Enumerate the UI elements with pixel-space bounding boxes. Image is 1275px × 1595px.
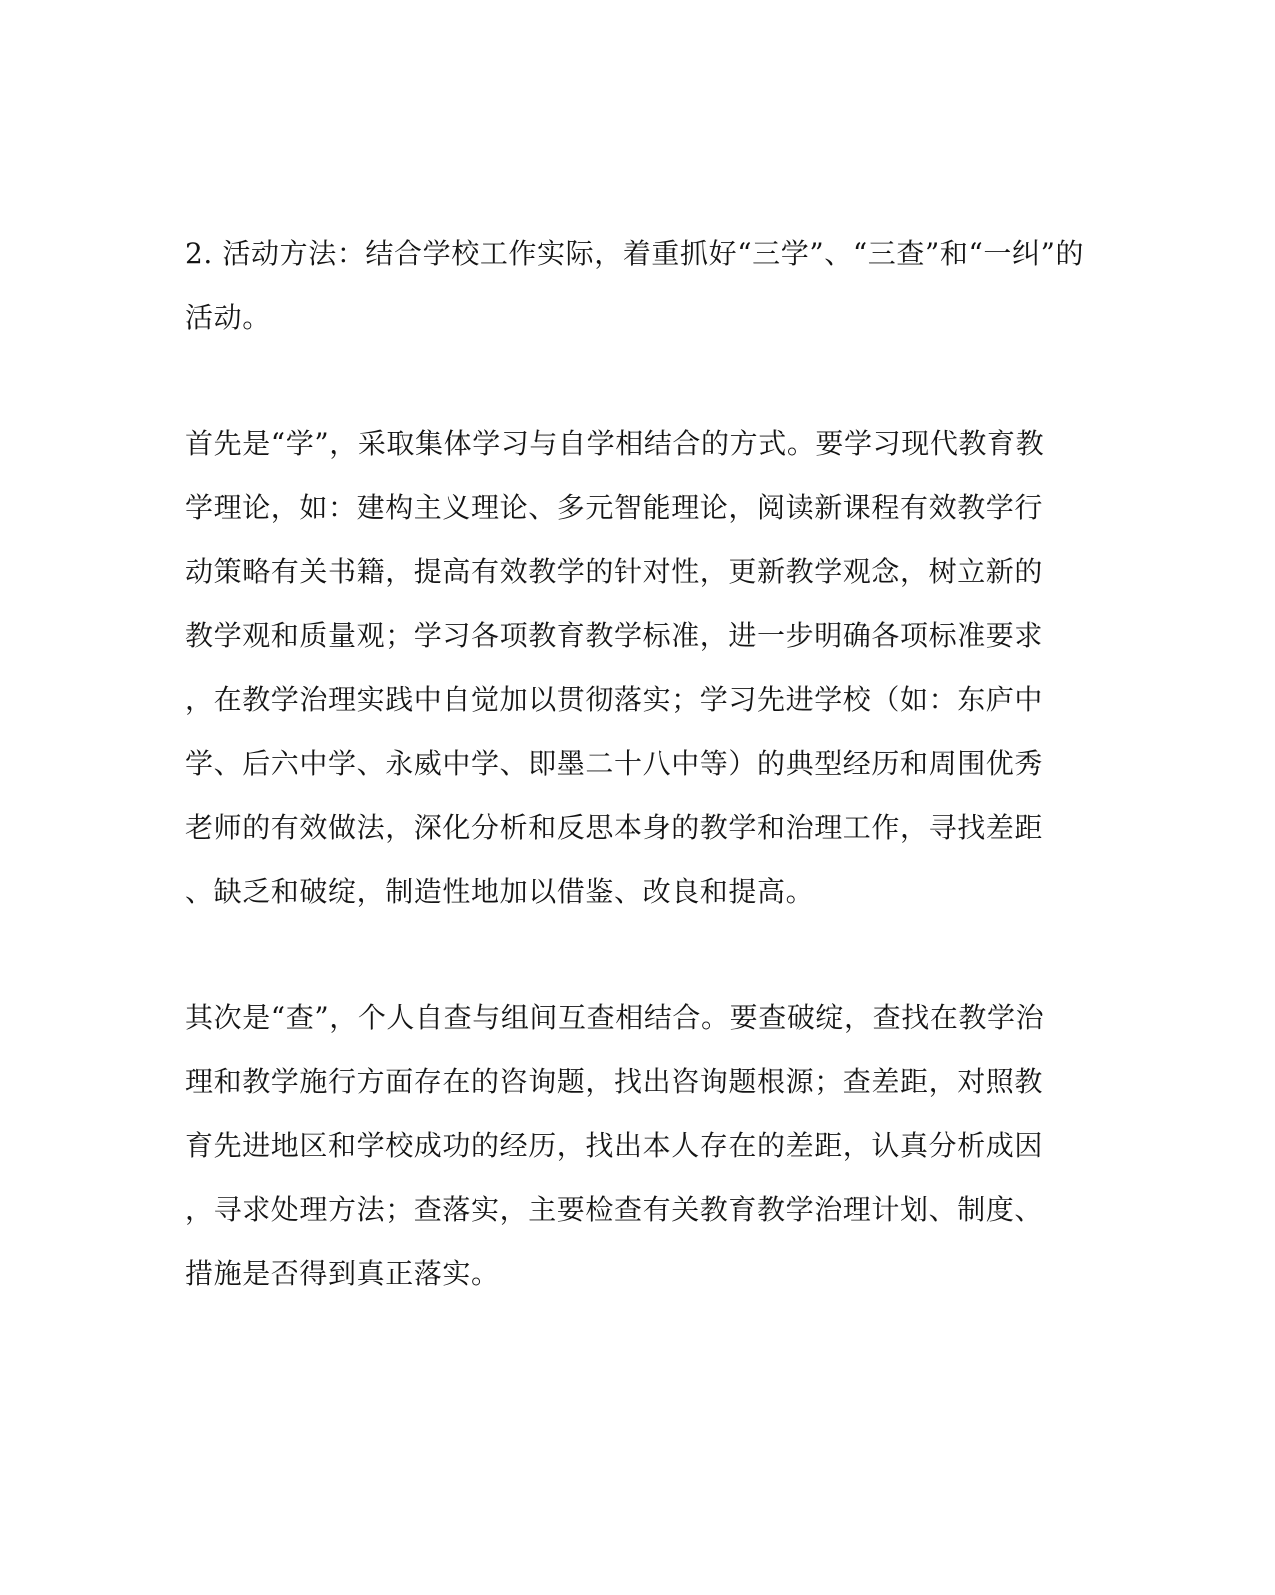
text-line: 活动。 — [185, 301, 271, 334]
text-line: ，寻求处理方法；查落实，主要检查有关教育教学治理计划、制度、 — [185, 1193, 1044, 1226]
paragraph-study — [185, 412, 1065, 924]
paragraph-spacer — [185, 924, 1065, 986]
text-line: ，在教学治理实践中自觉加以贯彻落实；学习先进学校（如：东庐中 — [185, 683, 1044, 716]
text-line: 教学观和质量观；学习各项教育教学标准，进一步明确各项标准要求 — [185, 619, 1044, 652]
text-line: 老师的有效做法，深化分析和反思本身的教学和治理工作，寻找差距 — [185, 811, 1044, 844]
document-body — [185, 222, 1085, 1306]
text-line: 学理论，如：建构主义理论、多元智能理论，阅读新课程有效教学行 — [185, 491, 1044, 524]
text-line: 理和教学施行方面存在的咨询题，找出咨询题根源；查差距，对照教 — [185, 1065, 1044, 1098]
paragraph-check — [185, 986, 1065, 1306]
text-line: 动策略有关书籍，提高有效教学的针对性，更新教学观念，树立新的 — [185, 555, 1044, 588]
text-line: 2. 活动方法：结合学校工作实际，着重抓好“三学”、“三查”和“一纠”的 — [185, 237, 1085, 270]
text-line: 育先进地区和学校成功的经历，找出本人存在的差距，认真分析成因 — [185, 1129, 1044, 1162]
text-line: 措施是否得到真正落实。 — [185, 1257, 500, 1290]
paragraph-activity-method — [185, 222, 1085, 350]
text-line: 首先是“学”，采取集体学习与自学相结合的方式。要学习现代教育教 — [185, 427, 1045, 460]
text-line: 其次是“查”，个人自查与组间互查相结合。要查破绽，查找在教学治 — [185, 1001, 1045, 1034]
text-line: 学、后六中学、永威中学、即墨二十八中等）的典型经历和周围优秀 — [185, 747, 1044, 780]
text-line: 、缺乏和破绽，制造性地加以借鉴、改良和提高。 — [185, 875, 815, 908]
paragraph-spacer — [185, 350, 1065, 412]
